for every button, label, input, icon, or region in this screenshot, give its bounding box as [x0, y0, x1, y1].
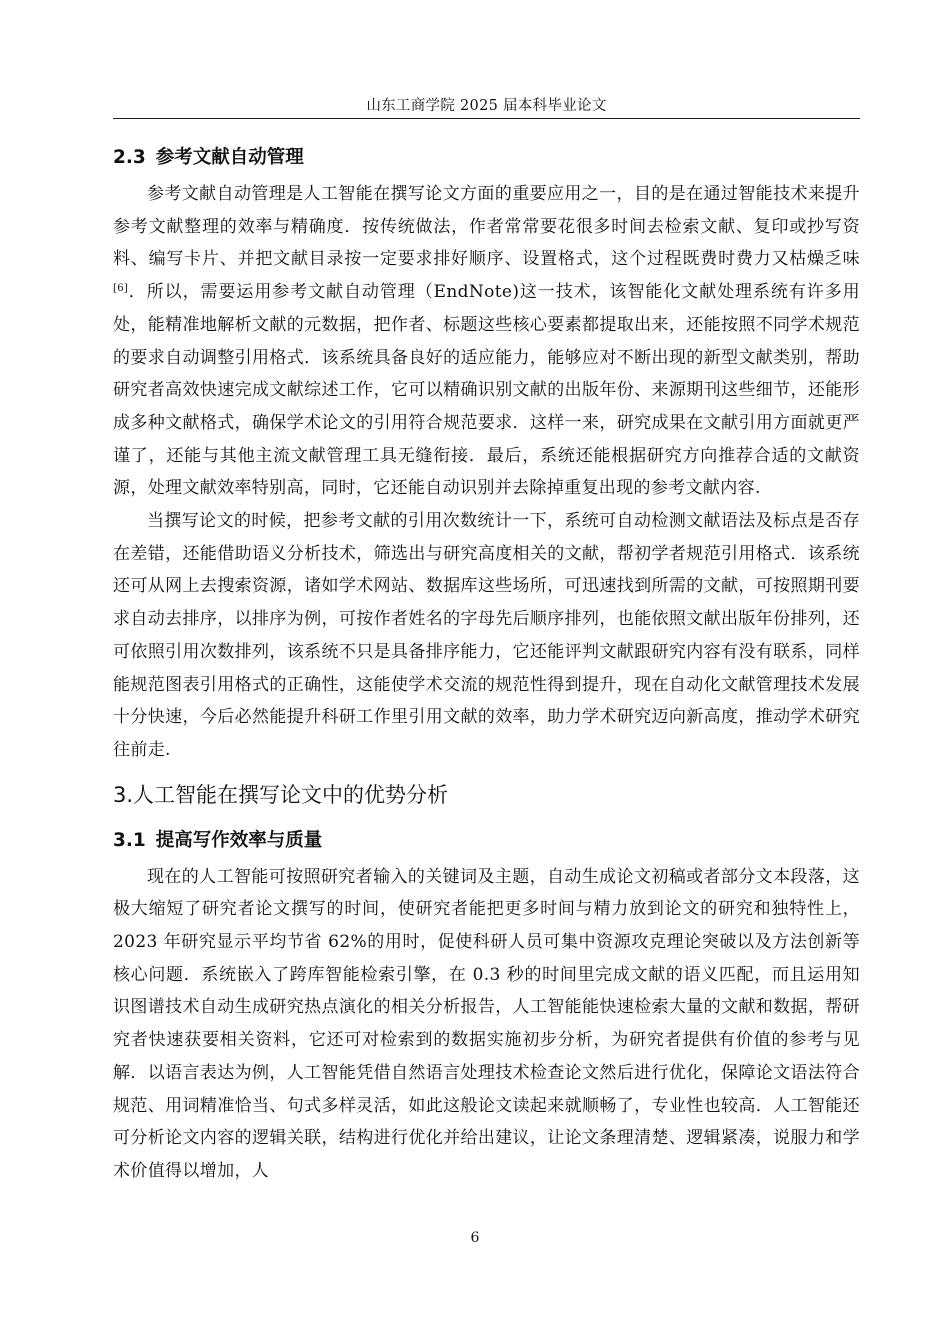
citation-marker: [6] [113, 283, 129, 295]
section-3-1-heading [113, 821, 860, 861]
page-content [113, 138, 860, 1188]
paragraph-text: 参考文献自动管理是人工智能在撰写论文方面的重要应用之一，目的是在通过智能技术来提升参考文献整理的效率与精确度．按传统做法，作者常常要花很多时间去检索文献、复印或抄写资料、编写卡片、并把文献目录按一定要求排好顺序、设置格式，这个过程既费时费力又枯燥乏味 [113, 184, 860, 270]
section-3-1-paragraph-1: 现在的人工智能可按照研究者输入的关键词及主题，自动生成论文初稿或者部分文本段落，这极大缩短了研究者论文撰写的时间，使研究者能把更多时间与精力放到论文的研究和独特性上，2023 年研究显示平均节省 62%的用时，促使科研人员可集中资源攻克理论突破以及方法创新等核心问题．系统嵌入了跨库智能检索引擎，在 0.3 秒的时间里完成文献的语义匹配，而且运用知识图谱技术自动生成研究热点演化的相关分析报告，人工智能能快速检索大量的文献和数据，帮研究者快速获要相关资料，它还可对检索到的数据实施初步分析，为研究者提供有价值的参考与见解．以语言表达为例，人工智能凭借自然语言处理技术检查论文然后进行优化，保障论文语法符合规范、用词精准恰当、句式多样灵活，如此这般论文读起来就顺畅了，专业性也较高．人工智能还可分析论文内容的逻辑关联，结构进行优化并给出建议，让论文条理清楚、逻辑紧凑，说服力和学术价值得以增加，人 [113, 866, 860, 1181]
paragraph-text: ．所以，需要运用参考文献自动管理（EndNote)这一技术，该智能化文献处理系统有许多用处，能精准地解析文献的元数据，把作者、标题这些核心要素都提取出来，还能按照不同学术规范的要求自动调整引用格式．该系统具备良好的适应能力，能够应对不断出现的新型文献类别，帮助研究者高效快速完成文献综述工作，它可以精确识别文献的出版年份、来源期刊这些细节，还能形成多种文献格式，确保学术论文的引用符合规范要求．这样一来，研究成果在文献引用方面就更严谨了，还能与其他主流文献管理工具无缝衔接．最后，系统还能根据研究方向推荐合适的文献资源，处理文献效率特别高，同时，它还能自动识别并去除掉重复出现的参考文献内容. [113, 282, 860, 499]
section-title: 参考文献自动管理 [155, 147, 304, 168]
page-number: 6 [470, 1230, 480, 1246]
section-number: 3.1 [113, 829, 146, 851]
section-2-3-paragraph-2: 当撰写论文的时候，把参考文献的引用次数统计一下，系统可自动检测文献语法及标点是否存在差错，还能借助语义分析技术，筛选出与研究高度相关的文献，帮初学者规范引用格式．该系统还可从网上去搜索资源，诸如学术网站、数据库这些场所，可迅速找到所需的文献，可按照期刊要求自动去排序，以排序为例，可按作者姓名的字母先后顺序排列，也能依照文献出版年份排列，还可依照引用次数排列，该系统不只是具备排序能力，它还能评判文献跟研究内容有没有联系，同样能规范图表引用格式的正确性，这能使学术交流的规范性得到提升，现在自动化文献管理技术发展十分快速，今后必然能提升科研工作里引用文献的效率，助力学术研究迈向新高度，推动学术研究往前走. [113, 511, 860, 760]
header-rule [113, 118, 860, 119]
chapter-3-heading: 3.人工智能在撰写论文中的优势分析 [113, 782, 449, 807]
section-2-3-heading [113, 138, 860, 178]
section-number: 2.3 [113, 147, 146, 168]
section-title: 提高写作效率与质量 [155, 829, 323, 851]
section-2-3-paragraph-1 [113, 178, 860, 505]
running-header: 山东工商学院 2025 届本科毕业论文 [366, 98, 607, 114]
